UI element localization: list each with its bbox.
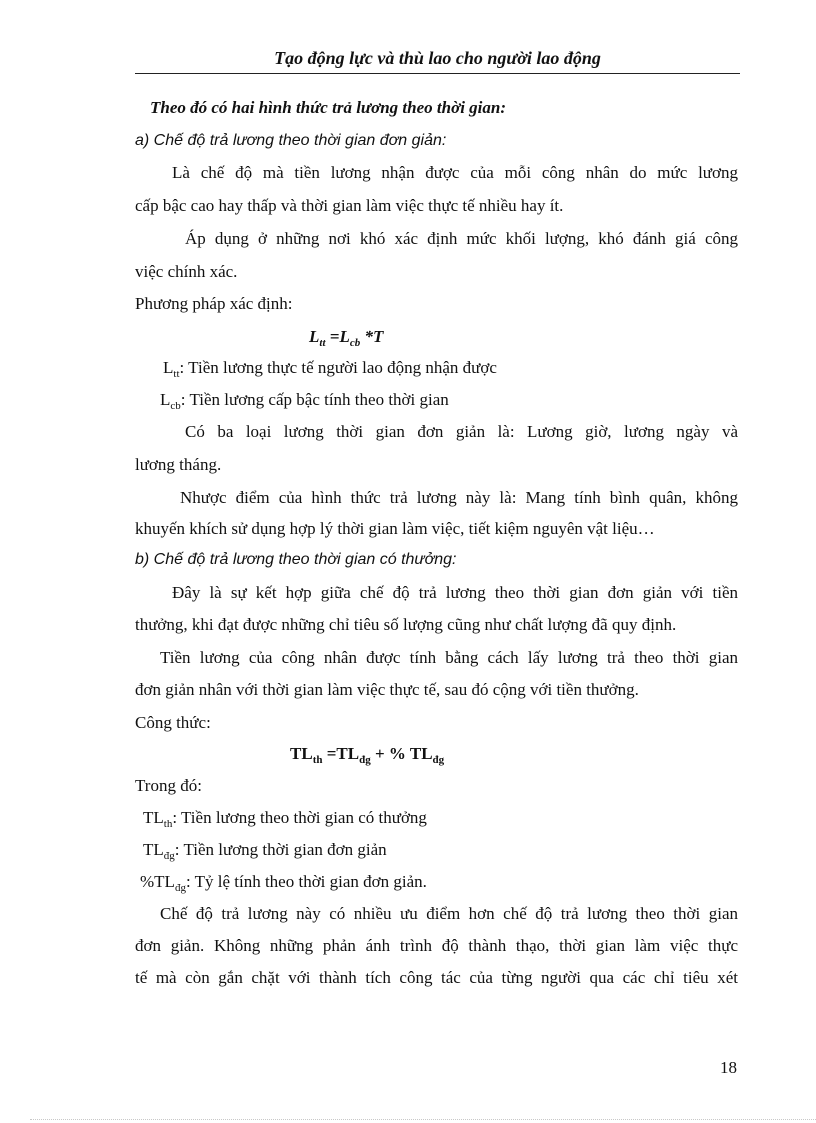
definition-line: $L_{cb}$: Tiền lương cấp bậc tính theo thời gian [160,390,449,412]
formula-label: Công thức: [135,713,211,732]
paragraph-line: Đây là sự kết hợp giữa chế độ trả lương theo thời gian đơn giản với tiền [172,583,738,602]
paragraph-line: Chế độ trả lương này có nhiều ưu điểm hơn chế độ trả lương theo thời gian [160,904,738,923]
formula-bonus-wage: $TL_{th} =TL_{đg}$ + % $TL_{đg}$ [290,744,445,766]
paragraph-line: khuyến khích sử dụng hợp lý thời gian làm việc, tiết kiệm nguyên vật liệu… [135,519,655,538]
definition-line: $L_{tt}$: Tiền lương thực tế người lao động nhận được [163,358,497,380]
paragraph-line: lương tháng. [135,455,222,474]
paragraph-line: đơn giản nhân với thời gian làm việc thực tế, sau đó cộng với tiền thưởng. [135,680,639,699]
subsection-b-title: b) Chế độ trả lương theo thời gian có thưởng: [135,551,457,568]
definition-line: $TL_{th}$: Tiền lương theo thời gian có thưởng [143,808,427,830]
paragraph-line: Tiền lương của công nhân được tính bằng cách lấy lương trả theo thời gian [160,648,738,667]
definition-line: $TL_{đg}$: Tiền lương thời gian đơn giản [143,840,387,862]
footer-dotted-border [30,1119,816,1120]
definition-line: $\%TL_{đg}$: Tỷ lệ tính theo thời gian đơn giản. [140,872,427,894]
method-label: Phương pháp xác định: [135,294,293,313]
paragraph-line: việc chính xác. [135,262,238,281]
header-divider [135,73,740,74]
subsection-a-title: a) Chế độ trả lương theo thời gian đơn giản: [135,132,447,149]
paragraph-line: Có ba loại lương thời gian đơn giản là: Lương giờ, lương ngày và [185,422,738,441]
paragraph-line: tế mà còn gắn chặt với thành tích công tác của từng người qua các chỉ tiêu xét [135,968,738,987]
paragraph-line: Áp dụng ở những nơi khó xác định mức khối lượng, khó đánh giá công [185,229,738,248]
page-number: 18 [720,1058,737,1077]
paragraph-line: Là chế độ mà tiền lương nhận được của mỗi công nhân do mức lương [172,163,738,182]
running-header: Tạo động lực và thù lao cho người lao động [274,48,601,68]
formula-basic-wage: $L_{tt} =L_{cb}$ *T [309,327,384,349]
paragraph-line: thưởng, khi đạt được những chỉ tiêu số lượng cũng như chất lượng đã quy định. [135,615,677,634]
paragraph-line: Nhược điểm của hình thức trả lương này là: Mang tính bình quân, không [180,488,738,507]
paragraph-line: cấp bậc cao hay thấp và thời gian làm việc thực tế nhiều hay ít. [135,196,564,215]
paragraph-line: đơn giản. Không những phản ánh trình độ thành thạo, thời gian làm việc thực [135,936,738,955]
where-label: Trong đó: [135,776,202,795]
section-heading: Theo đó có hai hình thức trả lương theo thời gian: [150,98,507,117]
